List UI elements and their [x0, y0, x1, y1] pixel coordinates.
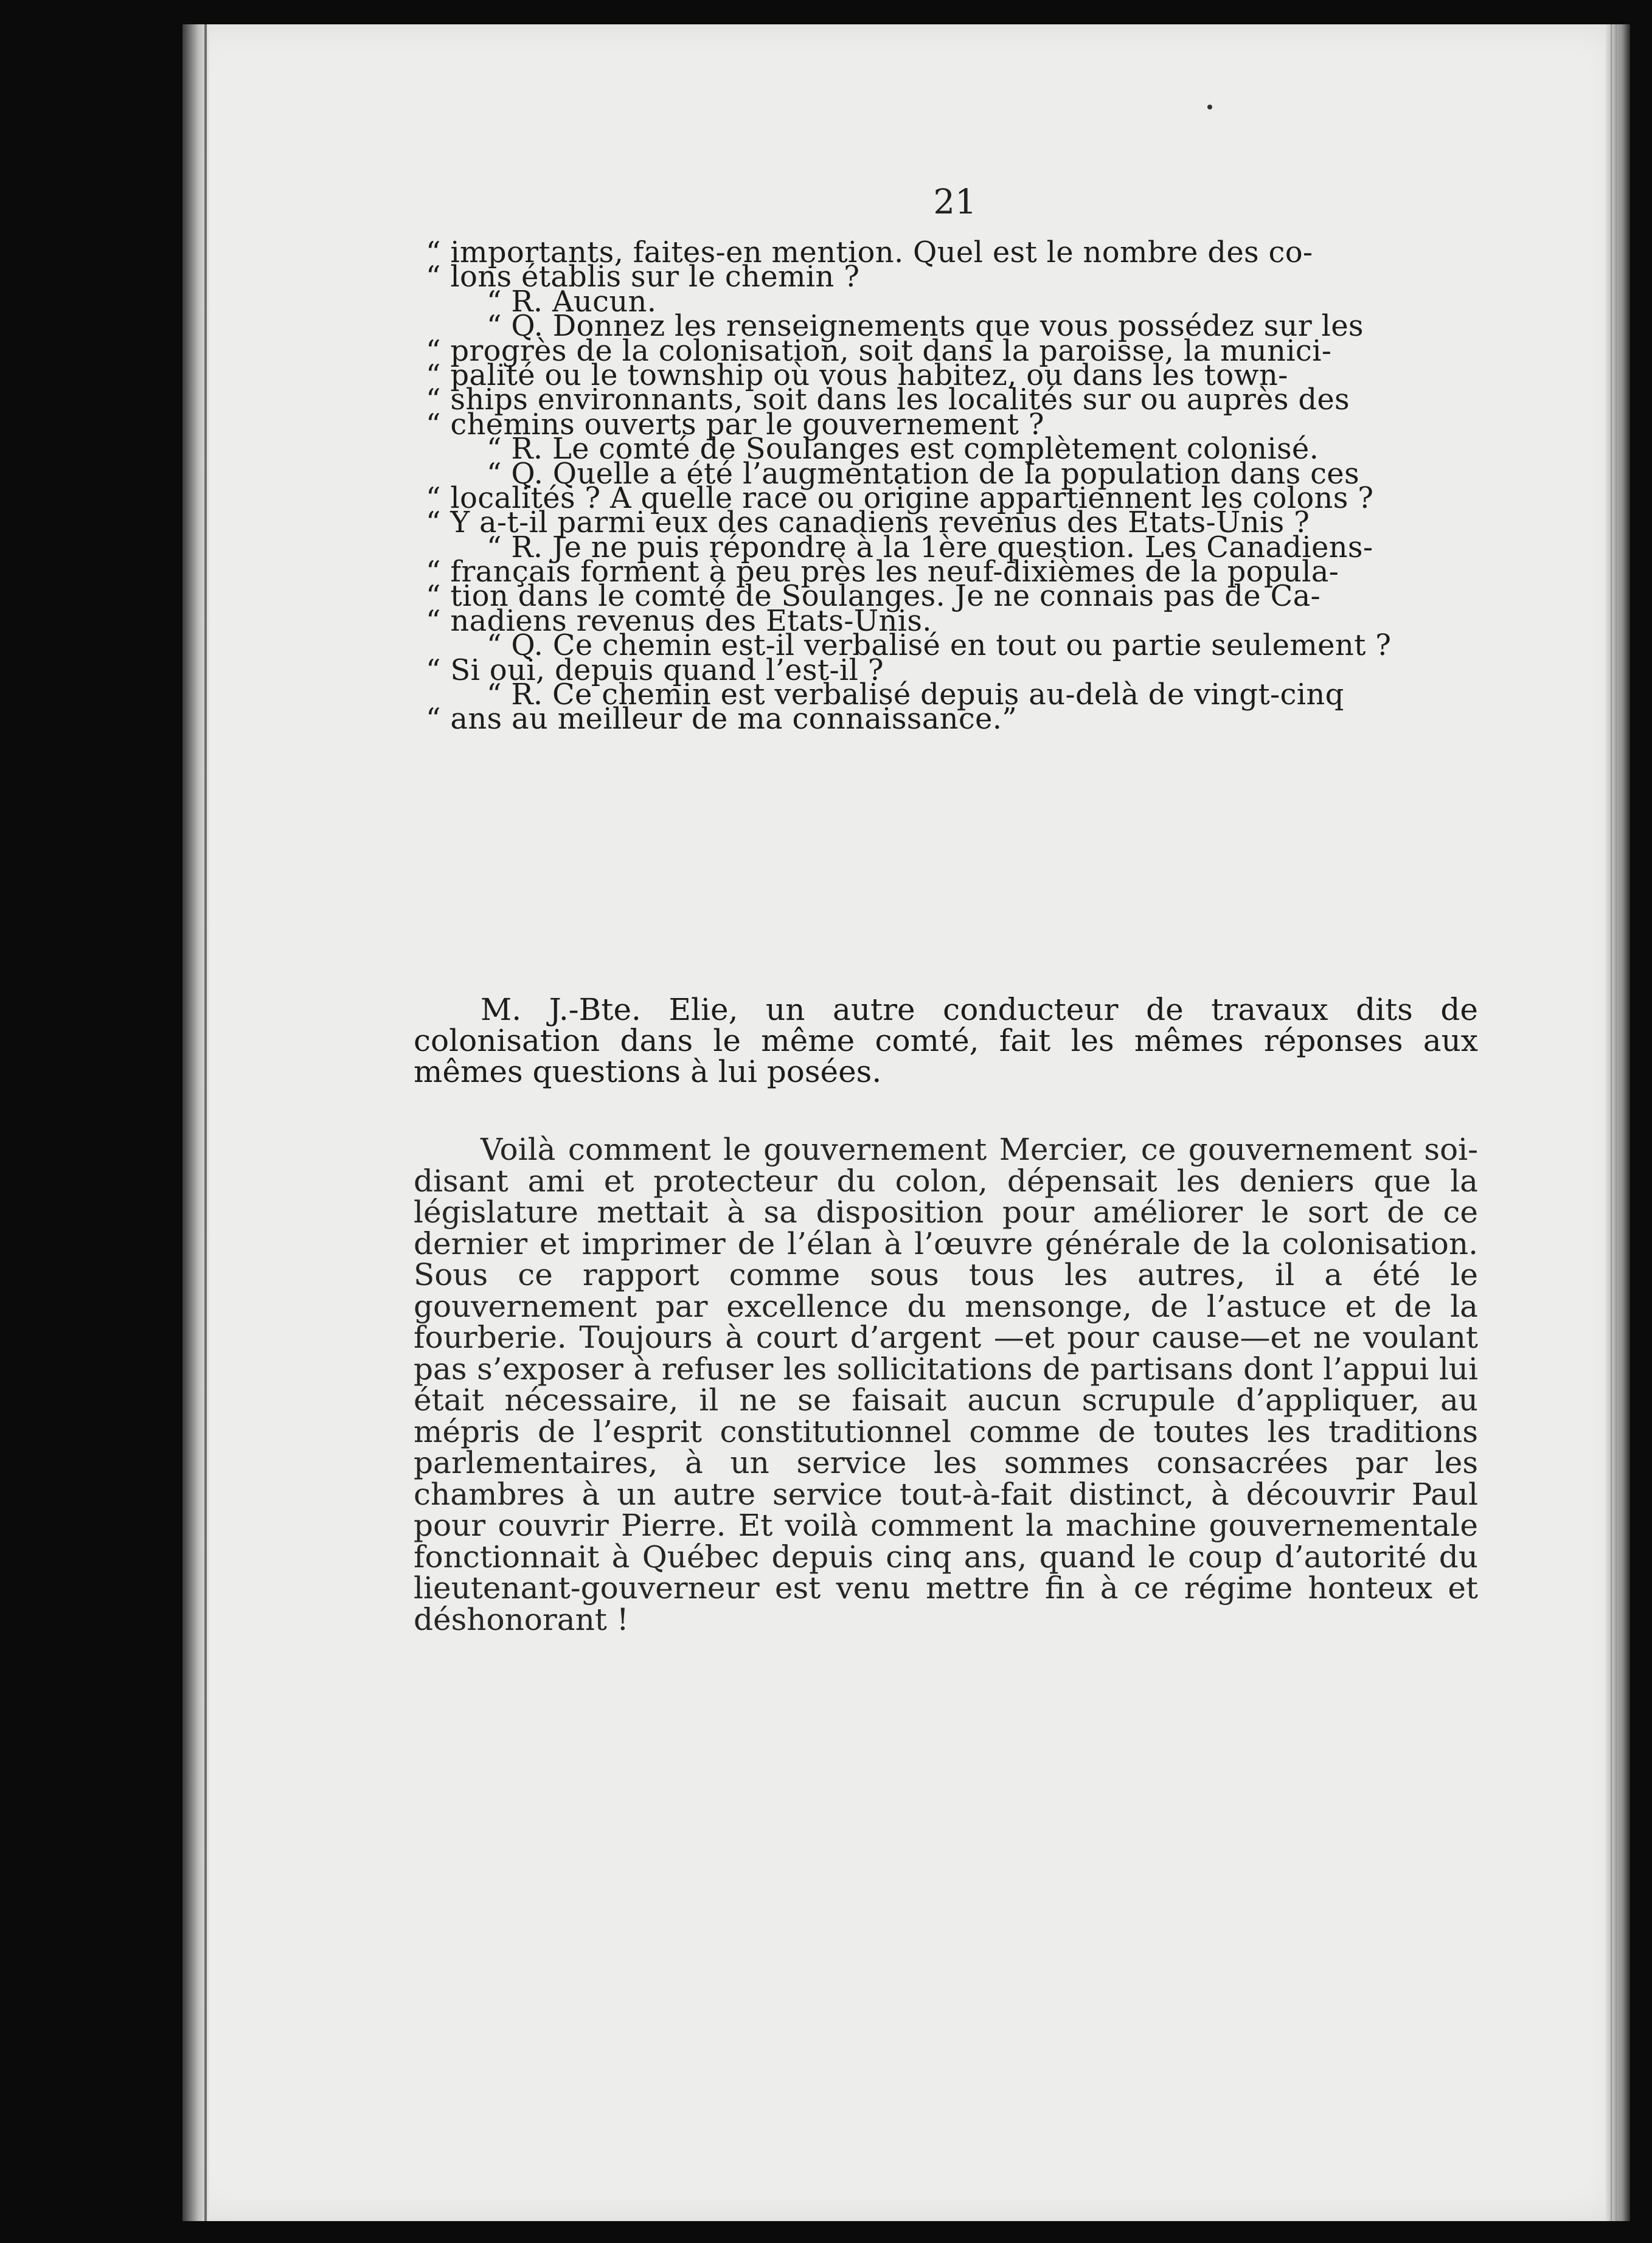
page-number: 21	[933, 182, 977, 222]
transcript-line: “ tion dans le comté de Soulanges. Je ne connais pas de Ca-	[426, 579, 1321, 614]
ink-speck	[1207, 105, 1212, 109]
transcript-line: “ Y a-t-il parmi eux des canadiens revenus des Etats-Unis ?	[426, 505, 1310, 540]
transcript-line: “ Q. Quelle a été l’augmentation de la population dans ces	[487, 456, 1359, 491]
transcript-line: “ R. Le comté de Soulanges est complètement colonisé.	[487, 432, 1319, 466]
gutter-line	[204, 24, 207, 2221]
transcript-line: “ ans au meilleur de ma connaissance.”	[426, 702, 1018, 737]
transcript-line: “ localités ? A quelle race ou origine appartiennent les colons ?	[426, 480, 1374, 515]
paragraph-text: M. J.-Bte. Elie, un autre conducteur de travaux dits de colonisation dans le même comté, fait les mêmes réponses aux mêmes questions à lui posées.	[414, 992, 1478, 1089]
transcript-line: “ lons établis sur le chemin ?	[426, 260, 860, 294]
transcript-line: “ R. Ce chemin est verbalisé depuis au-delà de vingt-cinq	[487, 678, 1344, 712]
transcript-line: “ progrès de la colonisation, soit dans la paroisse, la munici-	[426, 333, 1332, 368]
paragraph-text: Voilà comment le gouvernement Mercier, ce gouvernement soi-disant ami et protecteur du colon, dépensait les deniers que la législature mettait à sa disposition pour améliorer le sort de ce dernier et imprimer de l’élan à l’œuvre générale de la colonisation. Sous ce rapport comme sous tous les autres, il a été le gouvernement par excellence du mensonge, de l’astuce et de la fourberie. Toujours à court d’argent —et pour cause—et ne voulant pas s’exposer à refuser les sollicitations de partisans dont l’appui lui était nécessaire, il ne se faisait aucun scrupule d’appliquer, au mépris de l’esprit constitutionnel comme de toutes les traditions parlementaires, à un service les sommes consacrées par les chambres à un autre service tout-à-fait distinct, à découvrir Paul pour couvrir Pierre. Et voilà comment la machine gouvernementale fonctionnait à Québec depuis cinq ans, quand le coup d’autorité du lieutenant-gouverneur est venu mettre fin à ce régime honteux et déshonorant !	[414, 1132, 1478, 1637]
transcript-line: “ Si oui, depuis quand l’est-il ?	[426, 653, 884, 687]
interview-transcript	[414, 235, 1478, 737]
transcript-line: “ palité ou le township où vous habitez, ou dans les town-	[426, 358, 1288, 392]
transcript-line: “ chemins ouverts par le gouvernement ?	[426, 407, 1044, 442]
transcript-line: “ Q. Donnez les renseignements que vous possédez sur les	[487, 309, 1364, 344]
transcript-line: “ importants, faites-en mention. Quel est le nombre des co-	[426, 235, 1313, 269]
transcript-line: “ français forment à peu près les neuf-dixièmes de la popula-	[426, 555, 1339, 589]
transcript-line: “ R. Je ne puis répondre à la 1ère question. Les Canadiens-	[487, 530, 1373, 564]
page-fore-edge	[1606, 24, 1630, 2221]
transcript-line: “ nadiens revenus des Etats-Unis.	[426, 603, 932, 638]
transcript-line: “ Q. Ce chemin est-il verbalisé en tout ou partie seulement ?	[487, 628, 1392, 663]
transcript-line: “ R. Aucun.	[487, 284, 657, 319]
paragraph-mercier	[414, 1134, 1478, 1635]
transcript-line: “ ships environnants, soit dans les localités sur ou auprès des	[426, 383, 1350, 417]
paragraph-elie	[414, 994, 1478, 1087]
